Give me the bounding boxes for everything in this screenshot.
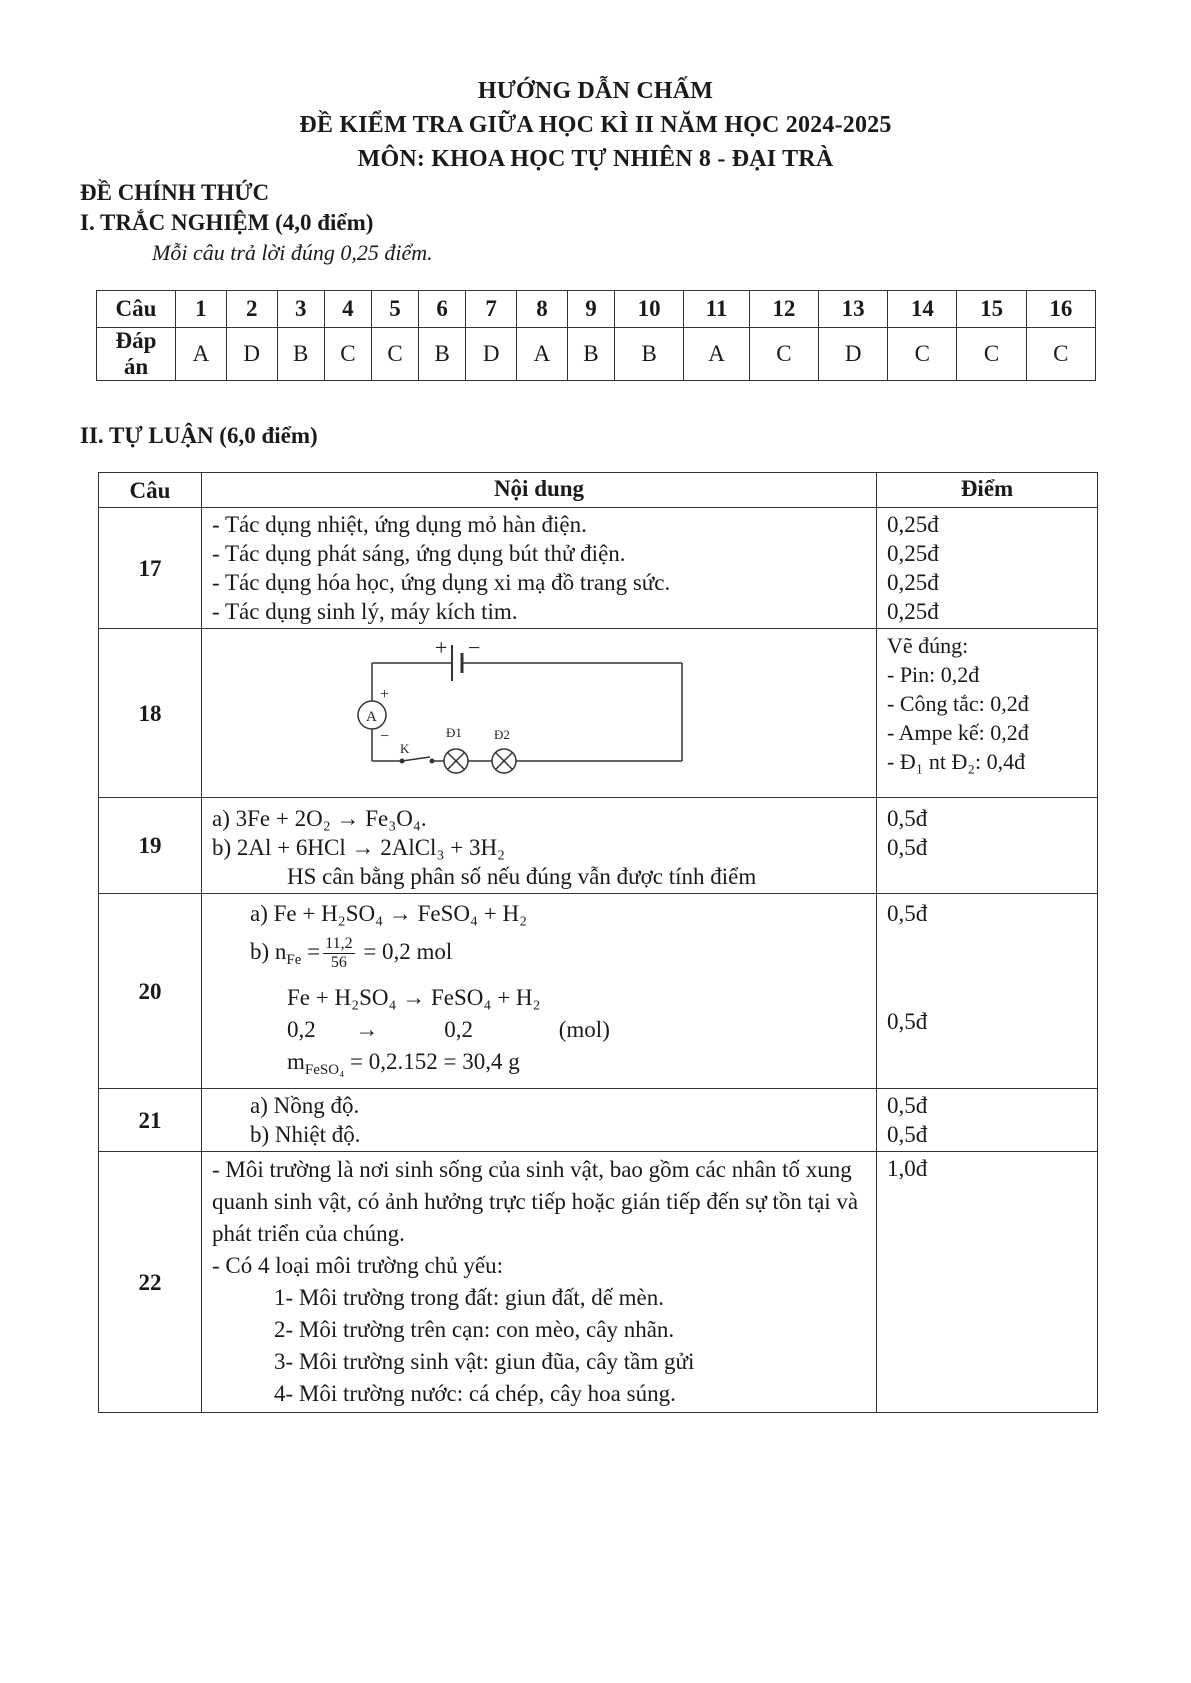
mcq-answer: A bbox=[517, 328, 568, 381]
q20-m: m bbox=[287, 1049, 305, 1074]
mcq-question-number: 3 bbox=[277, 291, 324, 328]
mcq-question-number: 9 bbox=[567, 291, 614, 328]
mcq-question-number: 12 bbox=[749, 291, 818, 328]
q20-part-b: b) $n_{Fe}$ = $\frac{11,2}{56}$ = 0,2 mol bbox=[250, 935, 453, 972]
battery-plus-label: + bbox=[435, 635, 448, 660]
mcq-question-number: 14 bbox=[888, 291, 957, 328]
mcq-answer-label-2: án bbox=[123, 354, 149, 379]
exam-title: ĐỀ KIỂM TRA GIỮA HỌC KÌ II NĂM HỌC 2024-2025 bbox=[299, 112, 892, 138]
score: - Đ₁ nt Đ₂: 0,4đ bbox=[887, 749, 1026, 774]
part2-title: II. TỰ LUẬN (6,0 điểm) bbox=[80, 423, 318, 448]
score: Vẽ đúng: bbox=[887, 633, 969, 658]
lamp1-label: Đ1 bbox=[446, 725, 462, 740]
switch-lever bbox=[402, 757, 430, 761]
lamp2-label: Đ2 bbox=[494, 727, 510, 742]
q22-content bbox=[202, 1152, 877, 1413]
mcq-question-number: 7 bbox=[466, 291, 517, 328]
score: 0,5đ bbox=[887, 1122, 928, 1147]
switch-contact-a bbox=[400, 759, 405, 764]
mcq-answer: C bbox=[1026, 328, 1095, 381]
mcq-answer-label bbox=[97, 328, 176, 381]
part1-title: I. TRẮC NGHIỆM (4,0 điểm) bbox=[80, 210, 374, 235]
question-number: 19 bbox=[99, 798, 202, 894]
official-label: ĐỀ CHÍNH THỨC bbox=[80, 180, 270, 205]
q20-mass bbox=[212, 1046, 866, 1086]
mcq-answer: B bbox=[277, 328, 324, 381]
essay-row-17 bbox=[99, 508, 1098, 629]
mcq-question-number: 11 bbox=[684, 291, 750, 328]
mcq-answer: B bbox=[567, 328, 614, 381]
q21-content bbox=[202, 1089, 877, 1152]
score: - Công tắc: 0,2đ bbox=[887, 691, 1029, 716]
mcq-answer: C bbox=[324, 328, 371, 381]
q22-paragraph: - Môi trường là nơi sinh sống của sinh vật, bao gồm các nhân tố xung quanh sinh vật, có ảnh hưởng trực tiếp hoặc gián tiếp đến sự tồn tại và phát triển của chúng. bbox=[212, 1157, 859, 1246]
essay-row-19 bbox=[99, 798, 1098, 894]
q19-scores bbox=[877, 798, 1098, 894]
q20-mol-unit: (mol) bbox=[558, 1017, 610, 1042]
question-number: 17 bbox=[99, 508, 202, 629]
mcq-question-number: 8 bbox=[517, 291, 568, 328]
mcq-answer: C bbox=[957, 328, 1026, 381]
essay-col-score: Điểm bbox=[877, 473, 1098, 508]
q20-n-sub: Fe bbox=[286, 952, 302, 968]
mcq-question-number: 4 bbox=[324, 291, 371, 328]
essay-col-content: Nội dung bbox=[202, 473, 877, 508]
ammeter-label: A bbox=[366, 709, 377, 725]
q20-mol-row bbox=[212, 1014, 866, 1046]
q20-mol-result: = 0,2 mol bbox=[363, 939, 453, 964]
mcq-answer: D bbox=[466, 328, 517, 381]
q22-intro: - Có 4 loại môi trường chủ yếu: bbox=[212, 1253, 504, 1278]
score: 0,25đ bbox=[887, 541, 939, 566]
mcq-answer-table bbox=[96, 290, 1096, 381]
mcq-answer: B bbox=[419, 328, 466, 381]
q21-part-b: b) Nhiệt độ. bbox=[250, 1122, 361, 1147]
q20-mol-arrow: → bbox=[355, 1017, 379, 1042]
q20-mol-a: 0,2 bbox=[287, 1017, 316, 1042]
battery-minus-label: − bbox=[468, 635, 481, 660]
q22-item: 4- Môi trường nước: cá chép, cây hoa súng. bbox=[274, 1381, 676, 1406]
doc-title: HƯỚNG DẪN CHẤM bbox=[477, 78, 714, 104]
score: 0,5đ bbox=[887, 1009, 928, 1034]
mcq-answer: C bbox=[888, 328, 957, 381]
essay-table bbox=[98, 472, 1098, 1413]
q19-content bbox=[202, 798, 877, 894]
question-number: 21 bbox=[99, 1089, 202, 1152]
mcq-answer-label-1: Đáp bbox=[115, 328, 157, 353]
q20-m-sub: FeSO₄ bbox=[304, 1062, 345, 1078]
question-number: 22 bbox=[99, 1152, 202, 1413]
circuit-diagram bbox=[322, 633, 742, 793]
q20-equation: Fe + H₂SO₄ → FeSO₄ + H₂ bbox=[287, 985, 541, 1010]
q18-scores bbox=[877, 629, 1098, 798]
q18-content bbox=[202, 629, 877, 798]
q20-fraction bbox=[323, 935, 354, 972]
q22-scores bbox=[877, 1152, 1098, 1413]
q21-scores bbox=[877, 1089, 1098, 1152]
score: 0,25đ bbox=[887, 599, 939, 624]
question-number: 18 bbox=[99, 629, 202, 798]
mcq-question-number: 13 bbox=[819, 291, 888, 328]
switch-contact-b bbox=[430, 759, 435, 764]
essay-row-21 bbox=[99, 1089, 1098, 1152]
mcq-question-number: 16 bbox=[1026, 291, 1095, 328]
score: 0,5đ bbox=[887, 901, 928, 926]
ammeter-minus-label: − bbox=[380, 728, 390, 745]
score: 1,0đ bbox=[887, 1156, 928, 1181]
essay-row-22 bbox=[99, 1152, 1098, 1413]
score: 0,5đ bbox=[887, 835, 928, 860]
q21-part-a: a) Nồng độ. bbox=[250, 1093, 360, 1118]
q17-line: - Tác dụng hóa học, ứng dụng xi mạ đồ trang sức. bbox=[212, 570, 671, 595]
q20-fraction-num: 11,2 bbox=[325, 935, 353, 953]
q20-mol-b: 0,2 bbox=[444, 1017, 473, 1042]
switch-label: K bbox=[400, 741, 410, 756]
mcq-answer: B bbox=[615, 328, 684, 381]
q17-line: - Tác dụng phát sáng, ứng dụng bút thử điện. bbox=[212, 541, 626, 566]
mcq-question-number: 10 bbox=[615, 291, 684, 328]
q20-content bbox=[202, 894, 877, 1089]
q17-line: - Tác dụng nhiệt, ứng dụng mỏ hàn điện. bbox=[212, 512, 587, 537]
mcq-question-number: 5 bbox=[371, 291, 418, 328]
mcq-question-label: Câu bbox=[97, 291, 176, 328]
q20-scores bbox=[877, 894, 1098, 1089]
essay-col-question: Câu bbox=[99, 473, 202, 508]
score: 0,5đ bbox=[887, 1093, 928, 1118]
score: 0,25đ bbox=[887, 570, 939, 595]
ammeter-plus-label: + bbox=[380, 686, 390, 703]
q19-part-a: a) 3Fe + 2O₂ → Fe₃O₄. bbox=[212, 806, 427, 831]
subject-title: MÔN: KHOA HỌC TỰ NHIÊN 8 - ĐẠI TRÀ bbox=[357, 146, 834, 172]
mcq-question-number: 2 bbox=[226, 291, 277, 328]
q19-part-b: b) 2Al + 6HCl → 2AlCl₃ + 3H₂ bbox=[212, 835, 506, 860]
mcq-answer: A bbox=[684, 328, 750, 381]
score: - Ampe kế: 0,2đ bbox=[887, 720, 1029, 745]
essay-row-18 bbox=[99, 629, 1098, 798]
q22-item: 3- Môi trường sinh vật: giun đũa, cây tầm gửi bbox=[274, 1349, 695, 1374]
score: 0,25đ bbox=[887, 512, 939, 537]
mcq-answer: A bbox=[176, 328, 227, 381]
q17-content bbox=[202, 508, 877, 629]
mcq-question-number: 15 bbox=[957, 291, 1026, 328]
q17-line: - Tác dụng sinh lý, máy kích tim. bbox=[212, 599, 518, 624]
part1-note: Mỗi câu trả lời đúng 0,25 điểm. bbox=[152, 240, 433, 265]
q20-mass-result: = 0,2.152 = 30,4 g bbox=[350, 1049, 520, 1074]
q17-scores bbox=[877, 508, 1098, 629]
question-number: 20 bbox=[99, 894, 202, 1089]
mcq-answer: C bbox=[749, 328, 818, 381]
q22-item: 2- Môi trường trên cạn: con mèo, cây nhãn. bbox=[274, 1317, 675, 1342]
q19-note: HS cân bằng phân số nếu đúng vẫn được tính điểm bbox=[287, 864, 757, 889]
essay-row-20 bbox=[99, 894, 1098, 1089]
mcq-question-number: 6 bbox=[419, 291, 466, 328]
q22-item: 1- Môi trường trong đất: giun đất, dế mèn. bbox=[274, 1285, 665, 1310]
mcq-answer: D bbox=[226, 328, 277, 381]
mcq-question-number: 1 bbox=[176, 291, 227, 328]
q20-fraction-den: 56 bbox=[330, 954, 347, 972]
score: - Pin: 0,2đ bbox=[887, 662, 980, 687]
q20-n: b) n bbox=[250, 939, 287, 964]
mcq-answer: D bbox=[819, 328, 888, 381]
mcq-answer: C bbox=[371, 328, 418, 381]
score: 0,5đ bbox=[887, 806, 928, 831]
q20-part-a: a) Fe + H₂SO₄ → FeSO₄ + H₂ bbox=[250, 901, 528, 926]
